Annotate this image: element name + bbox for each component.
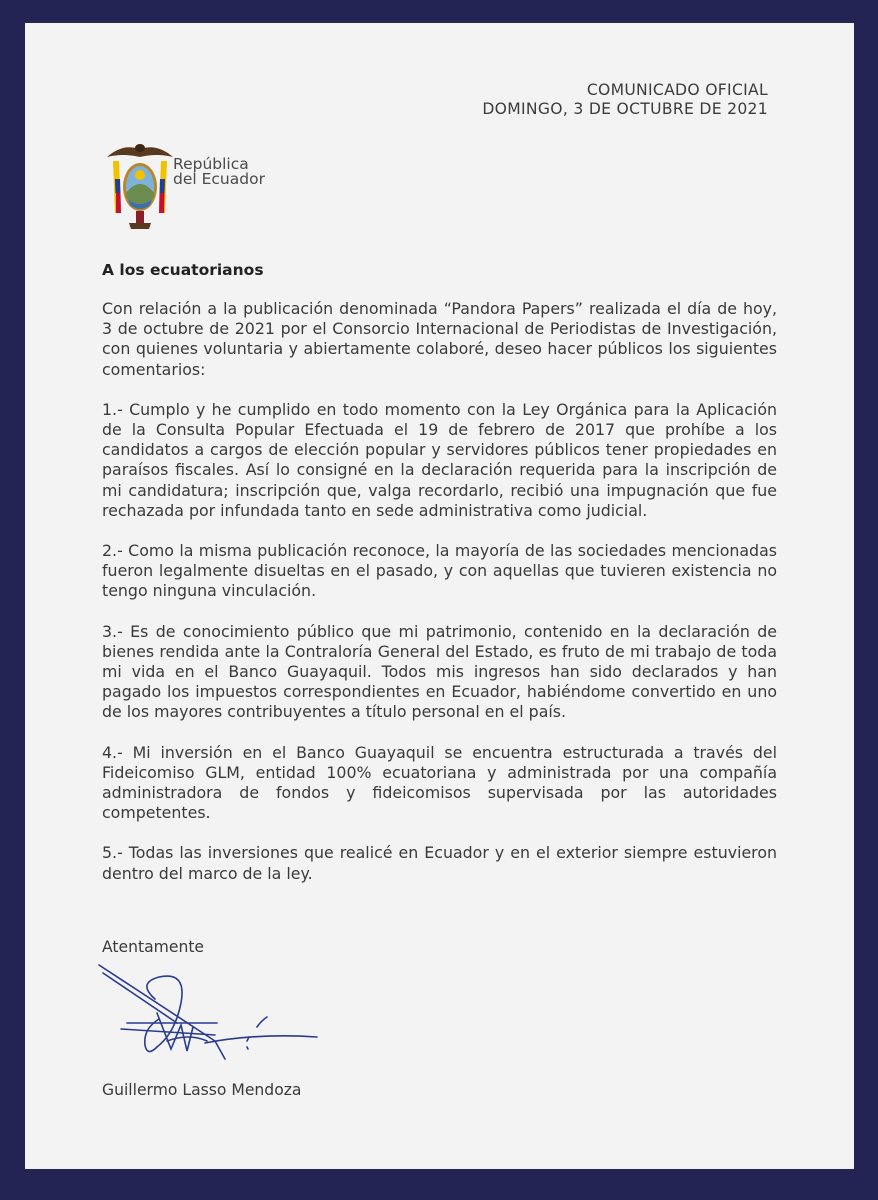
paragraph-intro: Con relación a la publicación denominada “Pandora Papers” realizada el día de hoy, 3 de octubre de 2021 por el Consorcio Internacional de Periodistas de Investigación, con quienes voluntaria y abiertamente colaboré, deseo hacer públicos los siguientes comentarios: xyxy=(102,299,777,379)
coat-of-arms-icon xyxy=(105,127,175,231)
signer-name: Guillermo Lasso Mendoza xyxy=(102,1081,302,1099)
header-title: COMUNICADO OFICIAL xyxy=(586,81,768,99)
paragraph-point-3: 3.- Es de conocimiento público que mi patrimonio, contenido en la declaración de bienes rendida ante la Contraloría General del Estado, es fruto de mi trabajo de toda mi vida en el Banco Guayaquil. Todos mis ingresos han sido declarados y han pagado los impuestos correspondientes en Ecuador, habiéndome convertido en uno de los mayores contribuyentes a título personal en el país. xyxy=(102,621,777,722)
paragraph-point-1: 1.- Cumplo y he cumplido en todo momento con la Ley Orgánica para la Aplicación de la Consulta Popular Efectuada el 19 de febrero de 2017 que prohíbe a los candidatos a cargos de elección popular y servidores públicos tener propiedades en paraísos fiscales. Así lo consigné en la declaración requerida para la inscripción de mi candidatura; inscripción que, valga recordarlo, recibió una impugnación que fue rechazada por infundada tanto en sede administrativa como judicial. xyxy=(102,399,777,520)
letter-body xyxy=(102,299,777,904)
paragraph-point-4: 4.- Mi inversión en el Banco Guayaquil se encuentra estructurada a través del Fideicomiso GLM, entidad 100% ecuatoriana y administrada por una compañía administradora de fondos y fideicomisos supervisada por las autoridades competentes. xyxy=(102,742,777,823)
letter-header xyxy=(482,81,768,119)
letter-greeting: A los ecuatorianos xyxy=(102,261,264,279)
letter-page xyxy=(25,23,854,1169)
header-date: DOMINGO, 3 DE OCTUBRE DE 2021 xyxy=(482,100,768,118)
paragraph-point-2: 2.- Como la misma publicación reconoce, la mayoría de las sociedades mencionadas fueron legalmente disueltas en el pasado, y con aquellas que tuvieren existencia no tengo ninguna vinculación. xyxy=(102,541,777,601)
letter-closing: Atentamente xyxy=(102,938,205,956)
government-logo xyxy=(105,127,305,227)
logo-line-1: República xyxy=(173,155,249,173)
paragraph-point-5: 5.- Todas las inversiones que realicé en Ecuador y en el exterior siempre estuvieron dentro del marco de la ley. xyxy=(102,843,777,883)
logo-text xyxy=(173,157,265,187)
logo-line-2: del Ecuador xyxy=(173,170,265,188)
